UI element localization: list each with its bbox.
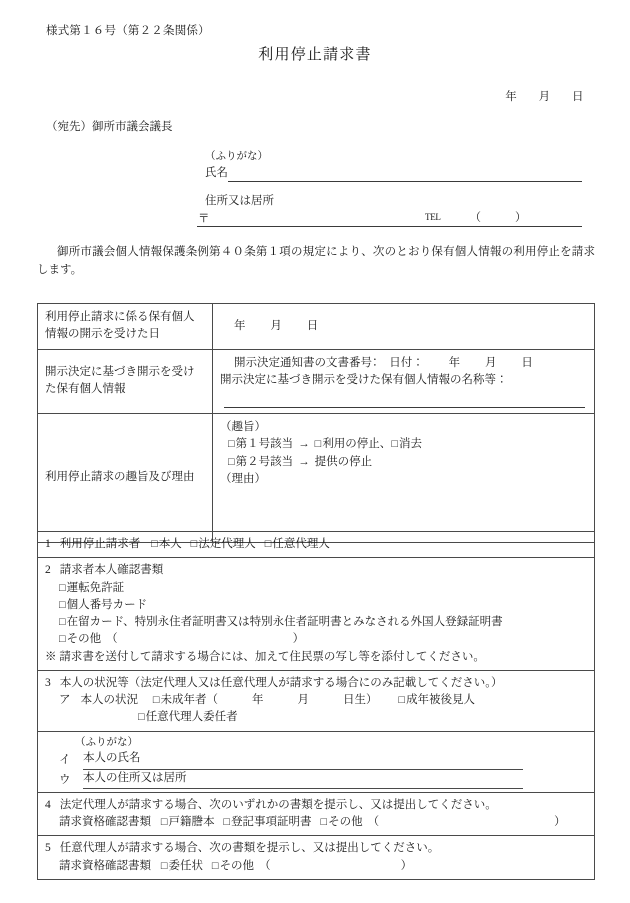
notice-day-label: 日 (521, 356, 533, 369)
checkbox-icon[interactable]: □ (190, 538, 198, 550)
checkbox-icon[interactable]: □ (223, 816, 231, 828)
section-2-option-0-row[interactable] (45, 580, 587, 597)
checkbox-icon[interactable]: □ (151, 538, 158, 550)
table-row (38, 731, 595, 792)
name-field-row (197, 165, 582, 182)
checkbox-icon[interactable]: □ (138, 711, 145, 724)
section-4-docs-row[interactable] (45, 814, 587, 831)
purpose-option-2-label: 第２号該当 (235, 455, 294, 468)
disclosure-info-table (37, 303, 595, 543)
section-3-item-c-row[interactable] (45, 770, 587, 789)
checkbox-icon[interactable]: □ (391, 438, 398, 451)
section-1-row (45, 536, 587, 553)
section-2-option-2: 在留カード、特別永住者証明書又は特別永住者証明書とみなされる外国人登録証明書 (66, 616, 503, 628)
section-3-adult-ward-label: 成年被後見人 (406, 694, 476, 706)
purpose-option-1-row[interactable] (220, 436, 587, 453)
table-row (38, 349, 595, 414)
tel-label: TEL (425, 212, 441, 223)
disclosure-date-label: 利用停止請求に係る保有個人情報の開示を受けた日 (38, 304, 213, 350)
notice-document-number-row (220, 355, 587, 372)
disclosure-date-value[interactable] (213, 304, 595, 350)
section-2-cell (38, 558, 595, 671)
section-4-option-0: 戸籍謄本 (168, 816, 215, 828)
table-row (38, 558, 595, 671)
purpose-option-2-text: 提供の停止 (314, 455, 373, 468)
section-1-number: 1 (45, 538, 51, 550)
section-3-item-a-mark: ア (59, 694, 71, 706)
section-5-docs-label: 請求資格確認書類 (59, 859, 151, 872)
section-5-title: 任意代理人が請求する場合、次の書類を提示し、又は提出してください。 (59, 842, 440, 855)
table-row (38, 792, 595, 836)
table-row (38, 836, 595, 880)
address-field-row[interactable] (197, 209, 582, 227)
checkbox-icon[interactable]: □ (264, 538, 272, 550)
submission-date-line (505, 88, 584, 104)
section-3-item-b-mark: イ (59, 754, 71, 767)
disclosed-info-name-label: 開示決定に基づき開示を受けた保有個人情報の名称等： (220, 373, 508, 386)
checkbox-icon[interactable]: □ (160, 816, 168, 828)
reason-heading: （理由） (220, 472, 266, 485)
purpose-reason-label: 利用停止請求の趣旨及び理由 (38, 414, 213, 543)
checkbox-icon[interactable]: □ (59, 598, 66, 611)
section-3-furigana-label: （ふりがな） (75, 736, 138, 748)
disclosure-month-label: 月 (270, 319, 282, 332)
section-2-note: ※ 請求書を送付して請求する場合には、加えて住民票の写し等を添付してください。 (45, 650, 485, 663)
disclosed-info-name-input-rule[interactable] (224, 391, 585, 408)
date-day-label: 日 (572, 91, 584, 103)
notice-year-label: 年 (448, 356, 461, 369)
section-2-title: 請求者本人確認書類 (59, 564, 164, 577)
furigana-label: （ふりがな） (205, 151, 268, 162)
date-month-label: 月 (538, 91, 551, 103)
section-5-other-label: その他 (219, 859, 255, 872)
section-5-cell (38, 836, 595, 880)
checkbox-icon[interactable]: □ (59, 633, 66, 646)
checkbox-icon[interactable]: □ (314, 438, 322, 451)
section-4-other-close-paren: ） (554, 816, 566, 828)
section-2-other-label: その他 (66, 633, 102, 646)
section-4-number: 4 (45, 798, 51, 811)
page-title: 利用停止請求書 (258, 47, 372, 63)
checkbox-icon[interactable]: □ (398, 694, 406, 706)
table-row (38, 304, 595, 350)
section-3-item-b-row[interactable] (45, 750, 587, 769)
intro-text: 御所市議会個人情報保護条例第４０条第１項の規定により、次のとおり保有個人情報の利用停止を請求します。 (37, 246, 595, 276)
section-3-item-b-label: 本人の氏名 (83, 750, 523, 769)
disclosure-date-inline (220, 320, 318, 332)
section-1-title: 利用停止請求者 (59, 538, 141, 550)
section-3-number: 3 (45, 676, 51, 689)
addressee-line: （宛先）御所市議会議長 (46, 121, 173, 133)
table-row (38, 414, 595, 543)
section-2-other-open-paren: （ (106, 633, 118, 646)
section-2-option-1: 個人番号カード (66, 598, 148, 611)
section-4-option-1: 登記事項証明書 (231, 816, 312, 828)
purpose-option-1-label: 第１号該当 (235, 438, 294, 451)
section-2-other-row[interactable] (45, 631, 587, 648)
section-4-docs-label: 請求資格確認書類 (59, 816, 151, 828)
section-2-number: 2 (45, 564, 51, 577)
purpose-reason-value[interactable] (213, 414, 595, 543)
section-3-item-c-mark: ウ (59, 773, 71, 786)
checkbox-icon[interactable]: □ (211, 859, 219, 872)
tel-open-paren: （ (469, 212, 481, 225)
applicant-details-table (37, 531, 595, 880)
section-4-other-open-paren: （ (367, 816, 380, 828)
section-1-cell (38, 532, 595, 558)
notice-document-number-label: 開示決定通知書の文書番号： 日付： (234, 356, 424, 369)
address-label: 住所又は居所 (205, 194, 274, 207)
date-year-label: 年 (505, 91, 518, 103)
checkbox-icon[interactable]: □ (59, 581, 66, 594)
section-4-header (45, 797, 587, 814)
section-3-minor-month: 月 (297, 694, 310, 706)
section-5-other-open-paren: （ (259, 859, 271, 872)
section-2-option-0: 運転免許証 (66, 581, 125, 594)
section-3-item-a-row[interactable] (45, 692, 587, 709)
postal-code-icon: 〒 (198, 213, 210, 226)
section-3-title: 本人の状況等（法定代理人又は任意代理人が請求する場合にのみ記載してください。） (59, 676, 503, 689)
notice-month-label: 月 (485, 356, 497, 369)
purpose-option-1b-label: 消去 (398, 438, 422, 451)
section-3-header (45, 675, 587, 692)
section-3-minor-day: 日生） (343, 694, 378, 706)
checkbox-icon[interactable]: □ (59, 616, 66, 628)
section-3-cell (38, 670, 595, 731)
purpose-option-1a-label: 利用の停止、 (322, 438, 392, 451)
form-number: 様式第１６号（第２２条関係） (46, 25, 210, 37)
section-4-cell (38, 792, 595, 836)
checkbox-icon[interactable]: □ (228, 455, 235, 468)
section-1-option-2: 任意代理人 (272, 538, 330, 550)
section-5-docs-row[interactable] (45, 858, 587, 875)
section-2-header (45, 562, 587, 579)
applicant-block (197, 150, 582, 227)
disclosure-day-label: 日 (306, 319, 319, 332)
section-3-voluntary-agent-row[interactable] (45, 709, 587, 726)
section-3-minor-year: 年 (252, 694, 264, 706)
section-2-option-1-row[interactable] (45, 597, 587, 614)
section-1-option-1: 法定代理人 (198, 538, 256, 550)
tel-close-paren: ） (514, 212, 527, 225)
section-3-item-c-label: 本人の住所又は居所 (83, 770, 523, 789)
section-5-option-0: 委任状 (168, 859, 204, 872)
section-4-title: 法定代理人が請求する場合、次のいずれかの書類を提示し、又は提出してください。 (59, 798, 497, 811)
section-3-minor-label: 未成年者 (160, 694, 207, 706)
name-input-rule[interactable] (228, 168, 582, 182)
arrow-icon: → (298, 455, 310, 468)
disclosed-info-label: 開示決定に基づき開示を受けた保有個人情報 (38, 349, 213, 414)
section-1-option-0: 本人 (158, 538, 182, 550)
name-label: 氏名 (205, 166, 228, 179)
section-5-number: 5 (45, 842, 51, 855)
section-3-voluntary-agent-label: 任意代理人委任者 (145, 711, 238, 724)
checkbox-icon[interactable]: □ (228, 438, 235, 451)
checkbox-icon[interactable]: □ (320, 816, 328, 828)
table-row (38, 532, 595, 558)
table-row (38, 670, 595, 731)
disclosed-info-value[interactable] (213, 349, 595, 414)
telephone-field[interactable] (425, 209, 526, 225)
purpose-option-2-row[interactable] (220, 454, 587, 471)
section-2-other-close-paren: ） (292, 633, 305, 646)
section-4-other-label: その他 (328, 816, 363, 828)
purpose-heading: （趣旨） (220, 421, 266, 433)
checkbox-icon[interactable]: □ (152, 694, 160, 706)
checkbox-icon[interactable]: □ (160, 859, 168, 872)
arrow-icon: → (298, 438, 310, 451)
section-3-item-a-label: 本人の状況 (80, 694, 138, 706)
disclosure-year-label: 年 (234, 319, 246, 332)
intro-paragraph (37, 244, 595, 280)
section-3-minor-open-paren: （ (206, 694, 219, 706)
section-5-header (45, 840, 587, 857)
section-3-identity-cell (38, 731, 595, 792)
section-2-option-2-row[interactable] (45, 614, 587, 631)
section-5-other-close-paren: ） (400, 859, 413, 872)
